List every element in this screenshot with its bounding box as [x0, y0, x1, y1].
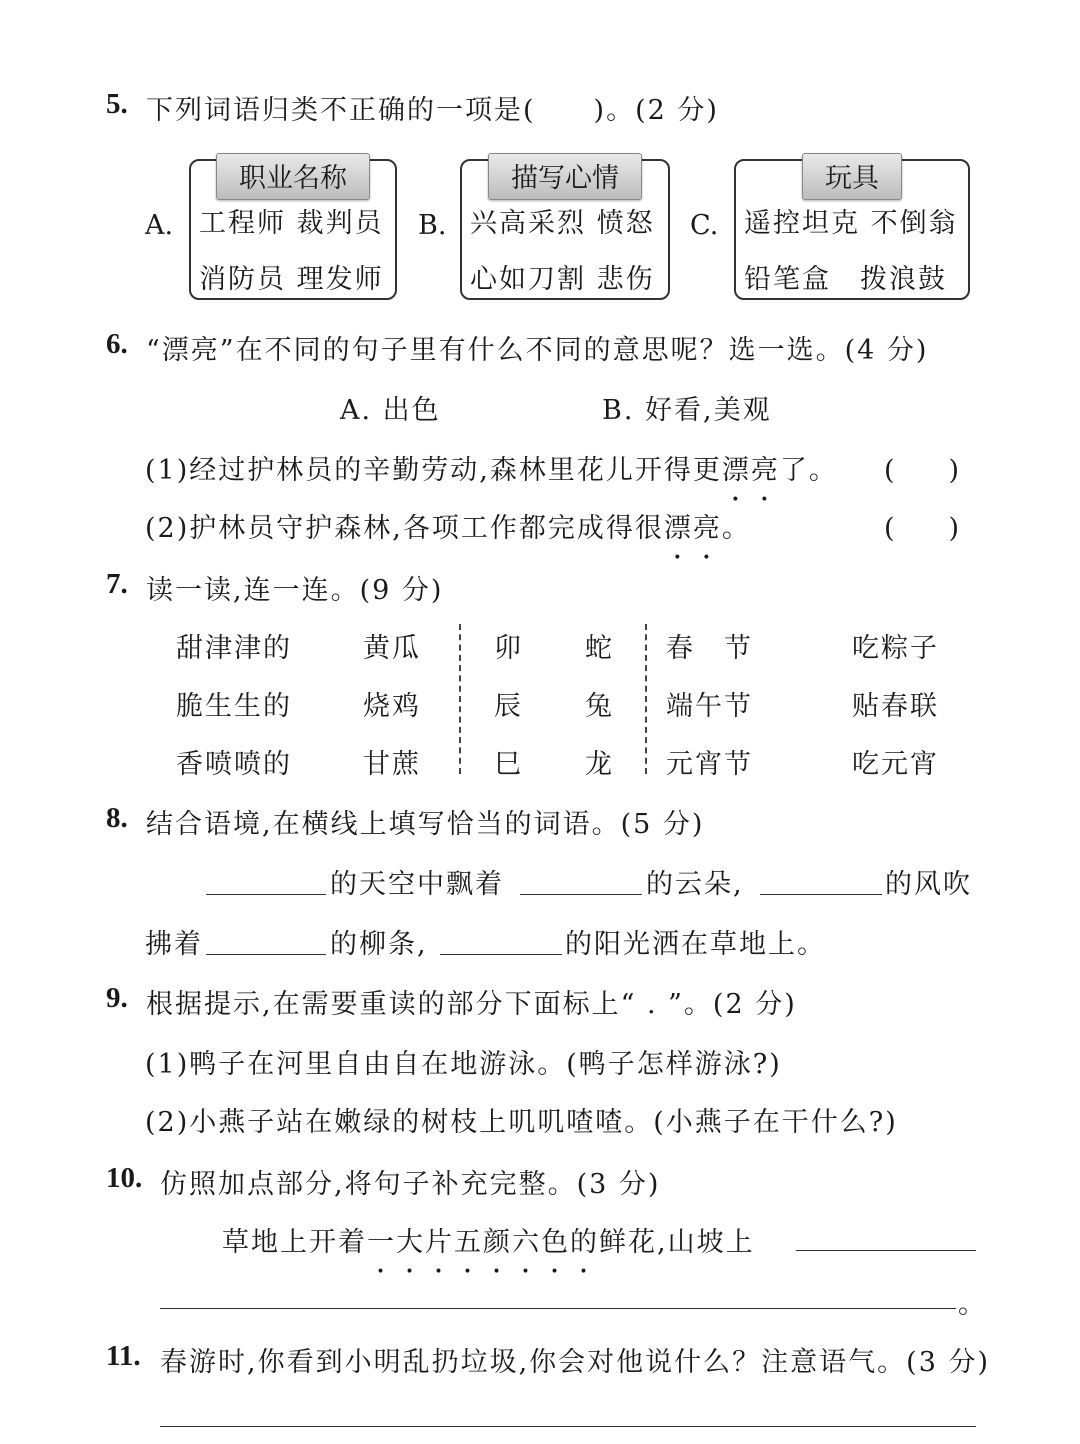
q7-col4-item[interactable]: 龙	[585, 749, 614, 780]
q5-option-b-title: 描写心情	[488, 153, 642, 200]
q5-text: 下列词语归类不正确的一项是( )。(2 分)	[146, 95, 719, 126]
q10-end-period: 。	[958, 1289, 985, 1320]
q5-option-c-letter: C.	[690, 210, 719, 241]
q5-option-c-box[interactable]	[734, 159, 970, 300]
q10-answer-line-1[interactable]	[796, 1250, 976, 1251]
q10-number: 10.	[106, 1162, 143, 1194]
q10-post: 鲜花,山坡上	[599, 1227, 755, 1258]
q7-text: 读一读,连一连。(9 分)	[146, 575, 444, 606]
q7-col6-item[interactable]: 吃粽子	[852, 633, 939, 664]
q6-s2-dot-char-2: 亮	[692, 513, 722, 544]
q5-option-a-box[interactable]	[189, 159, 397, 300]
q8-number: 8.	[106, 802, 128, 834]
q7-divider-1	[459, 624, 461, 774]
q6-choice-b: B. 好看,美观	[602, 395, 772, 426]
q5-option-c-line1: 遥控坦克 不倒翁	[744, 208, 958, 239]
q10-dot-char: 六	[512, 1227, 541, 1258]
q10-answer-line-2[interactable]	[160, 1308, 956, 1309]
q8-blank-5[interactable]	[440, 954, 562, 955]
q8-line1-part-b: 的云朵,	[646, 869, 744, 900]
q8-blank-3[interactable]	[760, 894, 882, 895]
q8-text: 结合语境,在横线上填写恰当的词语。(5 分)	[146, 809, 705, 840]
q6-sentence-1	[145, 448, 838, 487]
q10-dot-char: 五	[454, 1227, 483, 1258]
q8-line2-part-a: 拂着	[145, 929, 203, 960]
q7-col3-item[interactable]: 巳	[494, 749, 523, 780]
q9-number: 9.	[106, 982, 128, 1014]
q10-sentence	[222, 1220, 755, 1259]
q9-sentence-1[interactable]: (1)鸭子在河里自由自在地游泳。(鸭子怎样游泳?)	[145, 1049, 782, 1080]
q8-line1-part-a: 的天空中飘着	[330, 869, 504, 900]
q9-sentence-2[interactable]: (2)小燕子站在嫩绿的树枝上叽叽喳喳。(小燕子在干什么?)	[145, 1107, 898, 1138]
q5-option-c-title: 玩具	[802, 153, 902, 200]
q7-col5-item[interactable]: 端午节	[666, 691, 753, 722]
q7-col5-item[interactable]: 元宵节	[666, 749, 753, 780]
q7-col6-item[interactable]: 吃元宵	[852, 749, 939, 780]
q7-number: 7.	[106, 568, 128, 600]
q7-col3-item[interactable]: 卯	[494, 633, 523, 664]
q8-line2-part-b: 的柳条,	[330, 929, 428, 960]
q6-s2-answer-paren[interactable]: ( )	[884, 513, 960, 544]
q7-col2-item[interactable]: 烧鸡	[363, 691, 421, 722]
q11-text: 春游时,你看到小明乱扔垃圾,你会对他说什么？注意语气。(3 分)	[160, 1347, 990, 1378]
q5-option-a-line2: 消防员 理发师	[199, 264, 384, 295]
q6-s2-dot-char-1: 漂	[663, 513, 693, 544]
q5-option-a-letter: A.	[145, 210, 174, 241]
q5-option-b-line2: 心如刀割 悲伤	[470, 264, 655, 295]
q11-answer-line[interactable]	[160, 1426, 976, 1427]
q7-col1-item[interactable]: 香喷喷的	[176, 749, 292, 780]
q10-dot-char: 大	[396, 1227, 425, 1258]
q6-choice-a: A. 出色	[340, 395, 441, 426]
q9-text: 根据提示,在需要重读的部分下面标上“ . ”。(2 分)	[146, 989, 797, 1020]
q7-col1-item[interactable]: 甜津津的	[176, 633, 292, 664]
q6-text: “漂亮”在不同的句子里有什么不同的意思呢？选一选。(4 分)	[146, 335, 929, 366]
q7-col2-item[interactable]: 甘蔗	[363, 749, 421, 780]
q10-dot-char: 的	[570, 1227, 599, 1258]
q7-col3-item[interactable]: 辰	[494, 691, 523, 722]
q7-col4-item[interactable]: 兔	[585, 691, 614, 722]
q10-dot-char: 色	[541, 1227, 570, 1258]
q10-dot-char: 颜	[483, 1227, 512, 1258]
q5-number: 5.	[106, 88, 128, 120]
q7-col5-item[interactable]: 春 节	[666, 633, 753, 664]
q5-option-b-box[interactable]	[460, 159, 670, 300]
q11-number: 11.	[106, 1340, 141, 1372]
q10-pre: 草地上开着	[222, 1227, 367, 1258]
q6-s1-dot-char-1: 漂	[721, 455, 751, 486]
q8-blank-4[interactable]	[206, 954, 326, 955]
q6-s1-before: (1)经过护林员的辛勤劳动,森林里花儿开得更	[145, 455, 722, 486]
q7-col1-item[interactable]: 脆生生的	[176, 691, 292, 722]
q6-s1-dot-char-2: 亮	[750, 455, 780, 486]
q7-col4-item[interactable]: 蛇	[585, 633, 614, 664]
q8-line2-part-c: 的阳光洒在草地上。	[565, 929, 826, 960]
q5-option-a-line1: 工程师 裁判员	[199, 208, 384, 239]
q8-line1-part-c: 的风吹	[885, 869, 972, 900]
q10-text: 仿照加点部分,将句子补充完整。(3 分)	[160, 1169, 661, 1200]
q6-s1-answer-paren[interactable]: ( )	[884, 455, 960, 486]
q6-sentence-2	[145, 506, 751, 545]
q8-blank-1[interactable]	[206, 894, 326, 895]
q6-number: 6.	[106, 328, 128, 360]
q5-option-c-line2: 铅笔盒 拨浪鼓	[744, 264, 947, 295]
q7-col2-item[interactable]: 黄瓜	[363, 633, 421, 664]
q6-s1-after: 了。	[779, 455, 838, 486]
q5-option-a-title: 职业名称	[216, 153, 370, 200]
q7-divider-2	[645, 624, 647, 774]
q10-dot-char: 片	[425, 1227, 454, 1258]
q6-s2-after: 。	[721, 513, 751, 544]
q10-dot-char: 一	[367, 1227, 396, 1258]
q8-blank-2[interactable]	[520, 894, 642, 895]
q5-option-b-line1: 兴高采烈 愤怒	[470, 208, 655, 239]
q5-option-b-letter: B.	[418, 210, 447, 241]
q7-col6-item[interactable]: 贴春联	[852, 691, 939, 722]
q6-s2-before: (2)护林员守护森林,各项工作都完成得很	[145, 513, 664, 544]
